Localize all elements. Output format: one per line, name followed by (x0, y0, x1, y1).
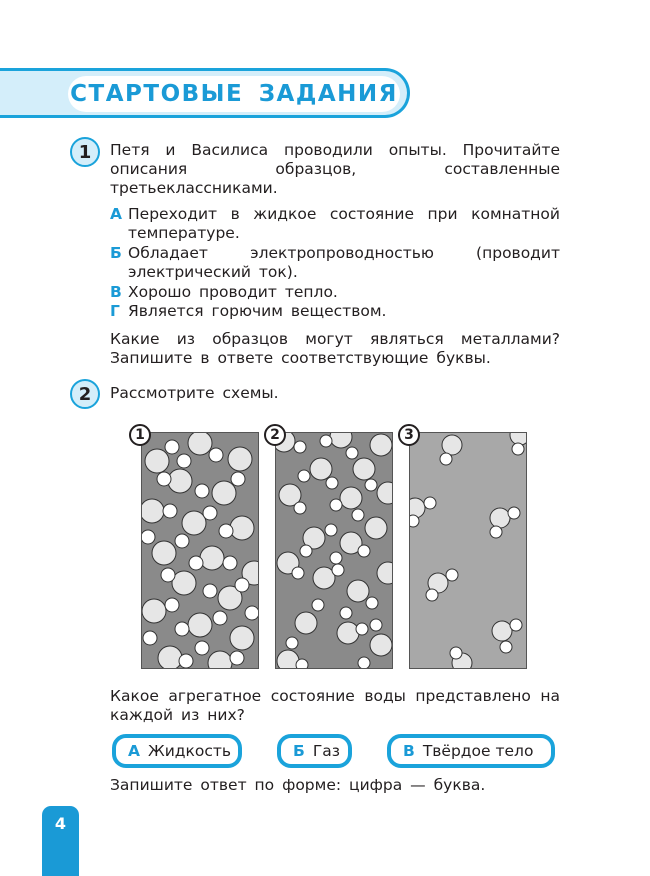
option-text: Хорошо проводит тепло. (128, 283, 338, 301)
task1-question: Какие из образцов могут являться металлами? Запишите в ответе соответствующие буквы. (110, 330, 560, 367)
option-item (110, 283, 560, 303)
page-number: 4 (42, 806, 79, 876)
option-letter: Б (110, 244, 122, 262)
option-item (110, 302, 560, 322)
diagram-solid (141, 432, 259, 669)
choice-text: Жидкость (148, 742, 232, 760)
choice-gas (277, 734, 352, 768)
choice-letter: В (403, 742, 415, 760)
diagram-gas (409, 432, 527, 669)
diagram-number: 1 (129, 424, 151, 446)
option-text: Является горючим веществом. (128, 302, 387, 320)
option-letter: Г (110, 302, 120, 320)
option-text: Обладает электропроводностью (проводит электрический ток). (128, 244, 560, 281)
choice-text: Газ (312, 742, 341, 760)
choice-text: Твёрдое тело (422, 742, 534, 760)
choice-liquid (112, 734, 242, 768)
section-title: СТАРТОВЫЕ ЗАДАНИЯ (70, 81, 398, 107)
task-number-badge: 2 (70, 379, 100, 409)
option-letter: А (110, 205, 122, 223)
option-item (110, 205, 560, 245)
diagram-liquid (275, 432, 393, 669)
choice-letter: А (128, 742, 140, 760)
choice-letter: Б (293, 742, 305, 760)
task2-instruction: Запишите ответ по форме: цифра — буква. (110, 776, 486, 794)
task1-intro: Петя и Василиса проводили опыты. Прочитайте описания образцов, составленные третьеклассниками. (110, 141, 560, 197)
task2-intro: Рассмотрите схемы. (110, 384, 279, 402)
diagram-number: 3 (398, 424, 420, 446)
diagram-number: 2 (264, 424, 286, 446)
option-item (110, 244, 560, 284)
task-number-badge: 1 (70, 137, 100, 167)
task2-question: Какое агрегатное состояние воды представлено на каждой из них? (110, 687, 560, 724)
option-letter: В (110, 283, 122, 301)
section-header (68, 76, 400, 112)
option-text: Переходит в жидкое состояние при комнатной температуре. (128, 205, 560, 242)
choice-solid (387, 734, 555, 768)
